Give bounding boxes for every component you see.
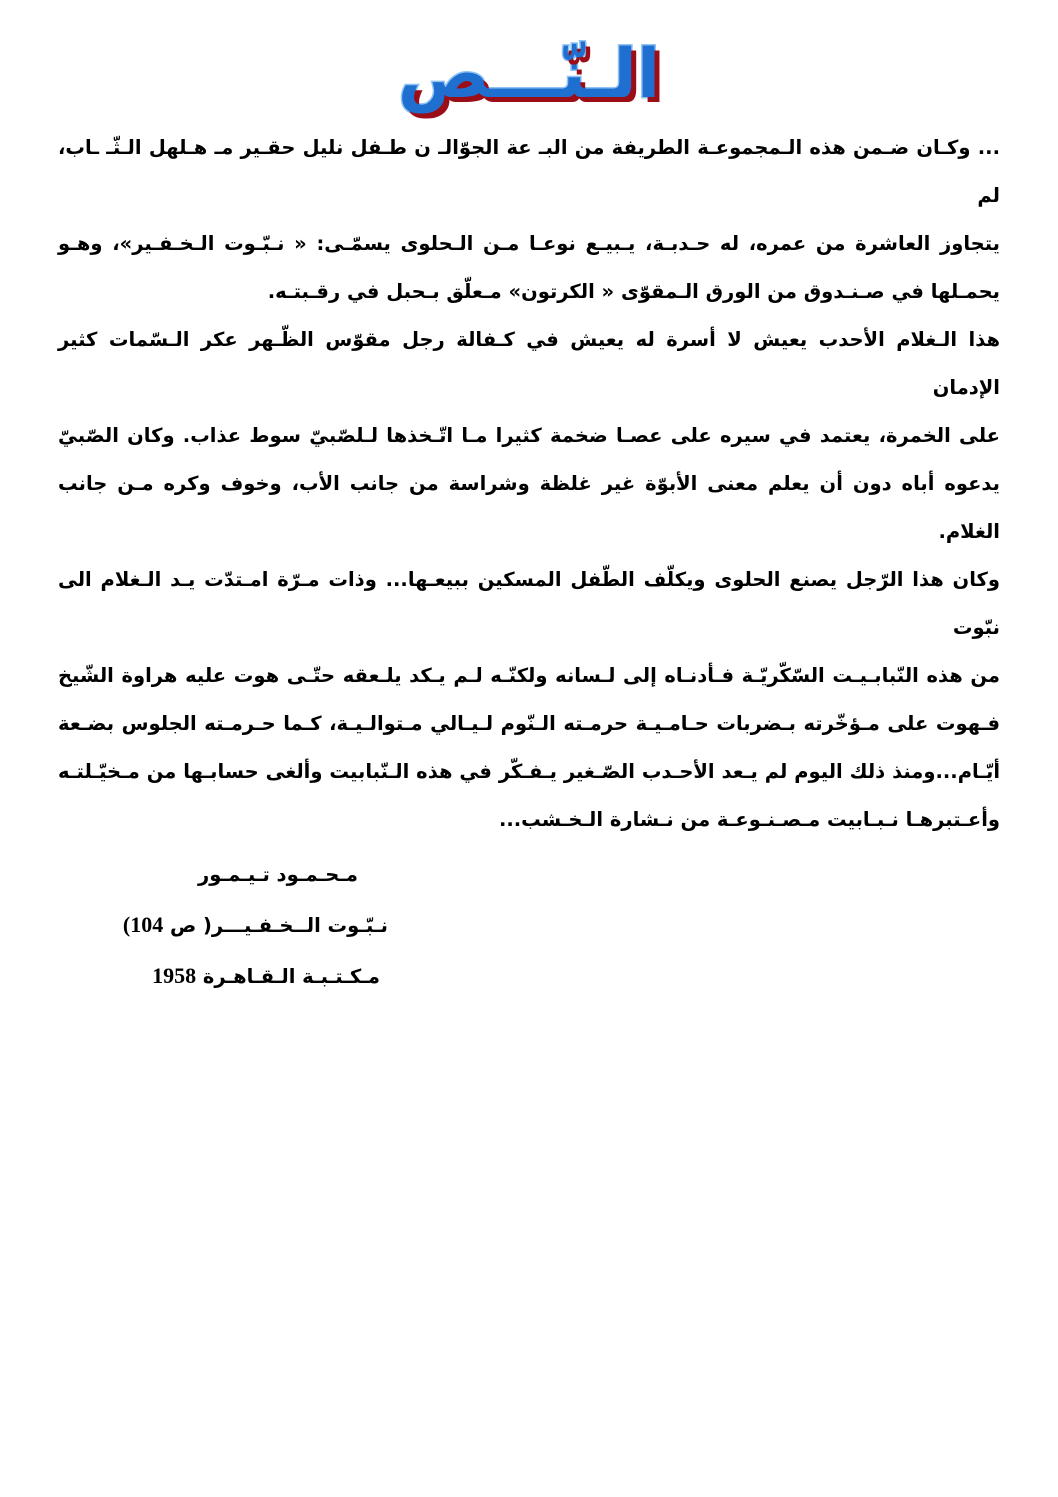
text-line: يتجاوز العاشرة من عمره، له حـدبـة، يـبيـع نوعـا مـن الـحلوى يسمّـى: « نـبّـوت الـخـفـير»، وهـو — [58, 232, 1000, 255]
text-line: يدعوه أباه دون أن يعلم معنى الأبوّة غير غلظة وشراسة من جانب الأب، وخوف وكره مـن جانب الغلام. — [58, 472, 1000, 543]
book-title: نـبّـوت الــخـفـيـــر( ص — [170, 914, 388, 937]
text-line: من هذه النّبابـيـت السّكّريّـة فـأدنـاه إلى لـسانه ولكنّـه لـم يـكد يلـعقه حتّـى هوت عليه هراوة الشّيخ — [58, 664, 1000, 687]
publisher-name: مـكـتـبـة الـقـاهـرة — [202, 965, 380, 988]
publisher-line — [0, 951, 380, 1002]
publication-year: 1958 — [152, 963, 197, 988]
signature-block — [0, 850, 1058, 1002]
source-book — [0, 900, 388, 951]
text-line: وكان هذا الرّجل يصنع الحلوى ويكلّف الطّفل المسكين ببيعـها... وذات مـرّة امـتدّت يـد الـغلام الى نبّوت — [58, 568, 1000, 639]
text-line: يحمـلها في صـنـدوق من الورق الـمقوّى « الكرتون» مـعلّق بـحبل في رقـبتـه. — [267, 280, 1000, 303]
text-line: أيّـام...ومنذ ذلك اليوم لم يـعد الأحـدب الصّـغير يـفـكّر في هذه الـنّبابيت وألغى حسابـها من مـخيّـلتـه — [58, 760, 1000, 783]
text-line: ... وكـان ضـمن هذه الـمجموعـة الطريفة من البـ عة الجوّالـ ن طـفل نليل حقـير مـ هـلهل الـثّـ ـاب، لم — [58, 136, 1000, 207]
text-line: فـهوت على مـؤخّرته بـضربات حـامـيـة حرمـته الـنّوم لـيـالي مـتوالـيـة، كـما حـرمـته الجلوس بضـعة — [58, 712, 1000, 735]
title-banner — [0, 0, 1058, 114]
text-line: وأعـتبرهـا نـبـابيت مـصـنـوعـة من نـشارة الـخـشب... — [498, 808, 1000, 831]
story-excerpt — [58, 124, 1000, 844]
text-line: على الخمرة، يعتمد في سيره على عصـا ضخمة كثيرا مـا اتّـخذها لـلصّبيّ سوط عذاب. وكان الصّبيّ — [58, 424, 1000, 447]
author-name: مـحـمـود تـيـمـور — [197, 863, 358, 886]
document-title: الـنّـــص — [397, 35, 661, 114]
page-reference: 104) — [122, 912, 164, 937]
text-line: هذا الـغلام الأحدب يعيش لا أسرة له يعيش في كـفالة رجل مقوّس الظّـهر عكر الـسّمات كثير الإدمان — [58, 328, 1000, 399]
